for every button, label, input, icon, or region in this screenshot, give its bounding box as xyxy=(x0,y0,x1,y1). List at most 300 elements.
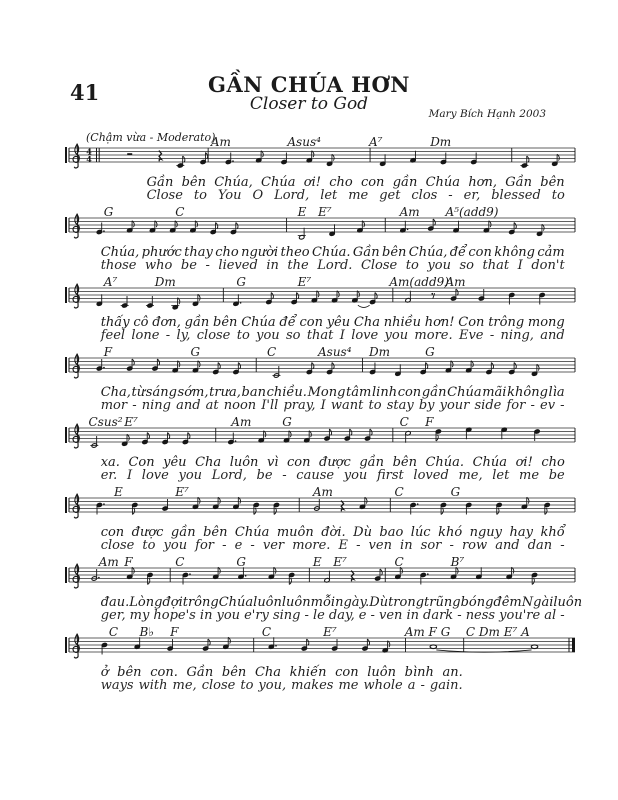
lyric-syllable: gần xyxy=(421,385,447,400)
lyric-syllable: trông xyxy=(488,315,525,330)
lyric-syllable: first xyxy=(376,468,404,483)
lyric-syllable: yêu xyxy=(163,455,187,470)
notes xyxy=(96,219,544,240)
lyric-syllable: let xyxy=(320,188,338,203)
lyric-syllable: bình xyxy=(404,665,434,680)
chord-label: E⁷ xyxy=(333,555,347,569)
lyric-syllable: muôn xyxy=(276,525,314,540)
chord-label: C xyxy=(267,345,277,359)
lyric-syllable: me xyxy=(519,468,540,483)
lyric-syllable: luôn xyxy=(281,595,311,610)
lyric-syllable: Con xyxy=(128,455,155,470)
lyric-syllable: ver xyxy=(262,538,285,553)
lyric-syllable: you xyxy=(216,608,241,623)
notes xyxy=(90,427,540,448)
lyric-syllable: lieved xyxy=(218,258,258,273)
lyric-syllable: - xyxy=(420,678,425,693)
lyric-syllable: sor xyxy=(420,538,442,553)
lyric-syllable: Dù xyxy=(353,525,372,540)
lyric-syllable: you're xyxy=(499,608,541,623)
note-head xyxy=(531,645,538,649)
lyric-syllable: bao xyxy=(379,525,404,540)
lyric-syllable: cho xyxy=(541,455,565,470)
chord-label: F xyxy=(103,345,113,359)
lyric-syllable: - xyxy=(457,608,462,623)
lyric-syllable: row xyxy=(461,538,488,553)
staff xyxy=(65,352,575,388)
lyric-syllable: let xyxy=(492,468,510,483)
lyric-syllable: you xyxy=(163,538,188,553)
chord-label: E⁷ xyxy=(124,415,138,429)
lyric-syllable: be xyxy=(180,258,197,273)
lyric-syllable: - xyxy=(489,328,495,343)
lyric-syllable: Chúa xyxy=(218,595,254,610)
lyric-syllable: con xyxy=(299,315,323,330)
lyric-syllable: those xyxy=(100,258,137,273)
lyric-syllable: đợi xyxy=(162,595,183,610)
lyric-syllable: con xyxy=(468,245,492,260)
tempo-marking: (Chậm vừa - Moderato) xyxy=(86,131,216,144)
lyrics-english xyxy=(147,188,565,203)
chord-label: F xyxy=(170,625,179,639)
chord-label: C xyxy=(261,625,272,639)
lyric-syllable: cho xyxy=(329,175,353,190)
lyric-syllable: để xyxy=(279,315,296,330)
lyric-syllable: by xyxy=(418,398,435,413)
lyric-syllable: mỗi xyxy=(310,595,336,610)
lyric-syllable: con. xyxy=(150,665,178,680)
lyric-syllable: with xyxy=(138,678,168,693)
lyric-syllable: không xyxy=(507,385,548,400)
lyric-syllable: to xyxy=(193,188,207,203)
lyric-syllable: - xyxy=(530,398,535,413)
lyric-syllable: bên xyxy=(117,665,142,680)
lyric-syllable: gần xyxy=(359,455,385,470)
lyric-syllable: hay xyxy=(509,525,533,540)
lyric-syllable: to xyxy=(368,398,382,413)
chord-label: Dm xyxy=(154,275,176,289)
lyric-syllable: be xyxy=(548,468,565,483)
chord-label: F xyxy=(425,415,434,429)
lyric-syllable: ven xyxy=(368,538,392,553)
lyric-syllable: đời. xyxy=(321,525,346,540)
lyric-syllable: stay xyxy=(386,398,414,413)
lyric-syllable: ev xyxy=(540,398,556,413)
chord-label: C xyxy=(175,555,185,569)
lyric-syllable: Gần xyxy=(146,175,174,190)
lyric-syllable: nguy xyxy=(469,525,503,540)
lyric-syllable: Ngài xyxy=(521,595,554,610)
lyrics-english xyxy=(101,538,565,553)
lyric-syllable: Con xyxy=(458,315,485,330)
lyric-syllable: be xyxy=(256,468,273,483)
chord-label: E⁷ xyxy=(323,625,337,639)
staff xyxy=(65,562,575,598)
lyric-syllable: cho xyxy=(215,245,239,260)
lyric-syllable: an. xyxy=(442,665,463,680)
lyric-syllable: er. xyxy=(100,468,118,483)
chord-label: Am xyxy=(445,275,466,289)
lyric-syllable: blessed xyxy=(491,188,541,203)
lyric-syllable: I xyxy=(517,258,523,273)
chord-label: A⁵(add9) xyxy=(445,205,499,219)
music-system-7 xyxy=(65,555,583,626)
lyric-syllable: hơn, xyxy=(468,175,498,190)
lyric-syllable: close xyxy=(196,328,231,343)
lyric-syllable: you xyxy=(384,328,409,343)
staff xyxy=(65,142,575,178)
lyric-syllable: con xyxy=(360,175,385,190)
lyric-syllable: me xyxy=(348,188,369,203)
chord-label: A⁷ xyxy=(103,275,118,289)
lyric-syllable: I xyxy=(339,328,345,343)
lyric-syllable: Lord, xyxy=(211,468,247,483)
lyric-syllable: ngày. xyxy=(335,595,370,610)
lyric-syllable: - xyxy=(222,538,227,553)
lyric-syllable: you, xyxy=(258,678,287,693)
lyrics-english xyxy=(101,398,565,413)
lyric-syllable: who xyxy=(145,258,173,273)
lyric-syllable: đau. xyxy=(100,595,130,610)
lyric-syllable: Chúa xyxy=(261,175,296,190)
lyrics-english xyxy=(101,258,565,273)
lyrics-english xyxy=(101,468,565,483)
lyric-syllable: khó xyxy=(438,525,463,540)
chord-label: E xyxy=(114,485,123,499)
lyric-syllable: lìa xyxy=(548,385,565,400)
lyric-syllable: you xyxy=(178,468,203,483)
eighth-rest-icon xyxy=(431,293,433,295)
lyric-syllable: to xyxy=(405,258,419,273)
lyric-syllable: I'll xyxy=(261,398,279,413)
chord-label: F xyxy=(124,555,133,569)
lyric-syllable: e'ry xyxy=(244,608,269,623)
lyric-syllable: bên xyxy=(221,665,247,680)
music-system-4 xyxy=(65,346,575,416)
lyric-syllable: Cha xyxy=(254,665,282,680)
lyric-syllable: the xyxy=(287,258,309,273)
lyric-syllable: ly, xyxy=(176,328,191,343)
lyric-syllable: - xyxy=(132,398,137,413)
lyric-syllable: Chúa xyxy=(241,315,276,330)
lyric-syllable: - xyxy=(205,258,210,273)
lyric-syllable: - xyxy=(448,188,453,203)
lyric-syllable: thay xyxy=(184,245,213,260)
lyric-syllable: me, xyxy=(458,468,483,483)
lyric-syllable: in xyxy=(266,258,279,273)
lyric-syllable: dark xyxy=(423,608,454,623)
lyric-syllable: so xyxy=(285,328,301,343)
lyric-syllable: Chúa, xyxy=(100,245,140,260)
lyric-syllable: in xyxy=(199,608,213,623)
lyric-syllable: linh xyxy=(372,385,398,400)
lyric-syllable: Dù xyxy=(369,595,389,610)
lyric-syllable: a xyxy=(407,678,416,693)
lyric-syllable: luôn xyxy=(367,665,396,680)
chord-label: E xyxy=(297,205,307,219)
lyric-syllable: - xyxy=(560,398,565,413)
notes xyxy=(96,289,545,310)
chord-label: Csus² xyxy=(88,415,123,429)
lyric-syllable: love xyxy=(141,468,169,483)
lyric-syllable: O xyxy=(252,188,264,203)
lyric-syllable: Cha, xyxy=(100,385,131,400)
lyric-syllable: trong xyxy=(388,595,425,610)
music-system-3 xyxy=(65,276,575,346)
lyric-syllable: - xyxy=(356,538,361,553)
lyric-syllable: day, xyxy=(328,608,355,623)
lyric-syllable: đêm xyxy=(493,595,522,610)
music-system-2 xyxy=(65,206,575,276)
lyric-syllable: ways xyxy=(100,678,134,693)
lyric-syllable: Chúa xyxy=(447,385,482,400)
lyric-syllable: at xyxy=(205,398,219,413)
lyric-syllable: dan xyxy=(527,538,553,553)
lyric-syllable: Chúa xyxy=(425,175,461,190)
chord-label: E⁷ xyxy=(318,205,332,219)
lyric-syllable: vì xyxy=(266,455,279,470)
lyric-syllable: ơi! xyxy=(515,455,533,470)
staff xyxy=(65,422,575,458)
lyric-syllable: ness xyxy=(465,608,496,623)
chord-label: B⁷ xyxy=(450,555,465,569)
lyric-syllable: cô xyxy=(133,315,149,330)
lyric-syllable: feel xyxy=(100,328,126,343)
chord-label: G xyxy=(236,555,246,569)
lyric-syllable: Lord. xyxy=(317,258,353,273)
lyric-syllable: e xyxy=(234,538,243,553)
lyric-syllable: từ xyxy=(131,385,146,400)
lyric-syllable: để xyxy=(449,245,467,260)
lyric-syllable: con xyxy=(100,525,125,540)
lyric-syllable: ning, xyxy=(500,328,534,343)
lyric-syllable: bên xyxy=(382,245,407,260)
lyric-syllable: gần xyxy=(184,315,210,330)
lyric-syllable: Chúa. xyxy=(311,245,351,260)
lyric-syllable: you xyxy=(343,468,368,483)
lyric-syllable: - xyxy=(560,538,565,553)
lyric-syllable: so xyxy=(459,258,474,273)
lyric-syllable: - xyxy=(370,608,375,623)
chord-label: G xyxy=(190,345,201,359)
music-system-1 xyxy=(65,136,575,206)
lyric-syllable: Chúa xyxy=(472,455,508,470)
lyric-syllable: Chúa. xyxy=(425,455,465,470)
lyric-syllable: and xyxy=(495,538,520,553)
lyric-syllable: hope's xyxy=(153,608,196,623)
lyric-syllable: in xyxy=(406,608,419,623)
lyric-syllable: whole xyxy=(363,678,403,693)
lyric-syllable: Chúa xyxy=(234,525,270,540)
chord-label: Dm xyxy=(369,345,390,359)
half-rest-icon xyxy=(127,153,132,155)
lyric-syllable: - xyxy=(165,328,171,343)
page-subtitle: Closer to God xyxy=(249,94,369,114)
lyric-syllable: Lord, xyxy=(274,188,310,203)
lyric-syllable: sớm, xyxy=(177,385,209,400)
chord-label: G xyxy=(103,205,114,219)
chord-label: Am F G xyxy=(404,625,451,639)
lyric-syllable: - xyxy=(282,468,287,483)
chord-label: A⁷ xyxy=(369,135,383,149)
lyric-syllable: thấy xyxy=(100,315,130,330)
lyric-syllable: - xyxy=(250,538,255,553)
chord-label: Am xyxy=(210,135,231,149)
lyric-syllable: chiều. xyxy=(266,385,307,400)
lyric-syllable: close xyxy=(100,538,135,553)
lyric-syllable: hơn! xyxy=(424,315,455,330)
lyric-syllable: không xyxy=(494,245,536,260)
chord-label: Asus⁴ xyxy=(318,345,352,359)
lyric-syllable: and xyxy=(540,328,565,343)
lyric-syllable: được xyxy=(319,455,351,470)
lyric-syllable: to xyxy=(236,328,250,343)
chord-label: Am xyxy=(231,415,252,429)
lyric-syllable: you xyxy=(256,328,280,343)
lyric-syllable: don't xyxy=(531,258,565,273)
chord-label: Am xyxy=(399,205,420,219)
lyric-syllable: bên xyxy=(181,175,206,190)
chord-label: E⁷ xyxy=(175,485,189,499)
lyric-syllable: get xyxy=(379,188,401,203)
staff xyxy=(65,212,575,248)
lyric-syllable: khổ xyxy=(540,525,565,540)
music-system-6 xyxy=(65,486,575,556)
lyric-syllable: gần xyxy=(392,175,418,190)
lyric-syllable: to xyxy=(551,188,565,203)
tie xyxy=(358,305,370,307)
lyric-syllable: trưa, xyxy=(209,385,241,400)
lyric-syllable: er, xyxy=(463,188,481,203)
lyric-syllable: Cha xyxy=(195,455,222,470)
lyric-syllable: love xyxy=(351,328,379,343)
lyric-syllable: cảm xyxy=(537,245,565,260)
lyric-syllable: Close xyxy=(146,188,183,203)
lyric-syllable: for xyxy=(195,538,215,553)
lyric-syllable: more. xyxy=(414,328,453,343)
lyric-syllable: my xyxy=(129,608,150,623)
lyric-syllable: Cha xyxy=(353,315,380,330)
lyric-syllable: - xyxy=(304,608,309,623)
lyric-syllable: your xyxy=(439,398,470,413)
chord-label: G xyxy=(425,345,435,359)
lyric-syllable: mãi xyxy=(482,385,507,400)
lyric-syllable: in xyxy=(400,538,413,553)
lyric-syllable: bên xyxy=(203,525,228,540)
lyric-syllable: xa. xyxy=(100,455,120,470)
lyric-syllable: trũng xyxy=(424,595,461,610)
lyric-syllable: to xyxy=(142,538,156,553)
chord-label: G xyxy=(236,275,246,289)
lyric-syllable: me xyxy=(338,678,359,693)
lyrics-english xyxy=(101,678,463,693)
lyric-syllable: ơi! xyxy=(303,175,321,190)
lyric-syllable: được xyxy=(131,525,164,540)
chord-label: C Dm E⁷ A xyxy=(465,625,530,639)
staff xyxy=(65,632,575,668)
chord-label: B♭ xyxy=(139,625,154,639)
lyric-syllable: ban xyxy=(241,385,266,400)
lyric-syllable: me, xyxy=(172,678,197,693)
staff xyxy=(65,282,575,318)
music-system-5 xyxy=(65,416,575,486)
quarter-rest-icon xyxy=(159,151,162,162)
lyric-syllable: I xyxy=(320,398,326,413)
lyric-syllable: you xyxy=(427,258,451,273)
lyric-syllable: E xyxy=(338,538,348,553)
lyric-syllable: luôn xyxy=(253,595,282,610)
lyric-syllable: pray, xyxy=(283,398,316,413)
lyric-syllable: I xyxy=(126,468,133,483)
lyric-syllable: theo xyxy=(280,245,310,260)
lyric-syllable: Eve xyxy=(458,328,484,343)
lyric-syllable: Gần xyxy=(505,175,533,190)
lyric-syllable: lone xyxy=(131,328,160,343)
chord-label: G xyxy=(450,485,461,499)
lyric-syllable: bên xyxy=(213,315,238,330)
lyric-syllable: con xyxy=(335,665,359,680)
lyric-syllable: makes xyxy=(291,678,334,693)
chord-label: E⁷ xyxy=(297,275,312,289)
lyric-syllable: noon xyxy=(223,398,257,413)
lyric-syllable: for xyxy=(506,398,526,413)
chord-label: Dm xyxy=(430,135,452,149)
lyric-syllable: mong xyxy=(527,315,565,330)
lyric-syllable: Close xyxy=(360,258,398,273)
time-signature-bottom: 4 xyxy=(86,153,92,164)
composer-credit: Mary Bích Hạnh 2003 xyxy=(428,108,546,120)
quarter-rest-icon xyxy=(341,501,344,512)
lyric-syllable: khiến xyxy=(289,665,327,680)
lyric-syllable: yêu xyxy=(326,315,351,330)
chord-label: C xyxy=(394,485,404,499)
lyric-syllable: Chúa, xyxy=(408,245,448,260)
lyric-syllable: You xyxy=(217,188,242,203)
notes xyxy=(127,151,559,168)
lyric-syllable: nhiều xyxy=(383,315,421,330)
lyric-syllable: lúc xyxy=(410,525,431,540)
chord-label: G xyxy=(282,415,292,429)
lyric-syllable: người xyxy=(241,245,279,260)
time-signature-top: 4 xyxy=(86,146,92,157)
lyric-syllable: cause xyxy=(296,468,335,483)
lyric-syllable: close xyxy=(201,678,236,693)
lyric-syllable: luôn xyxy=(229,455,259,470)
chord-label: C xyxy=(399,415,409,429)
lyric-syllable: bên xyxy=(392,455,417,470)
lyric-syllable: want xyxy=(330,398,364,413)
lyric-syllable: bên xyxy=(540,175,565,190)
music-system-8 xyxy=(65,626,575,696)
lyric-syllable: and xyxy=(176,398,201,413)
chord-label: C xyxy=(175,205,185,219)
chord-label: Am xyxy=(98,555,119,569)
lyric-syllable: loved xyxy=(413,468,449,483)
lyric-syllable: Gần xyxy=(352,245,380,260)
lyric-syllable: ning xyxy=(141,398,171,413)
chord-label: E xyxy=(312,555,322,569)
chord-label: Am(add9) xyxy=(389,275,449,289)
lyric-syllable: - xyxy=(449,538,454,553)
chord-label: Asus⁴ xyxy=(287,135,321,149)
lyric-syllable: side xyxy=(474,398,502,413)
lyric-syllable: đơn, xyxy=(152,315,181,330)
lyric-syllable: gần xyxy=(170,525,196,540)
final-barline-thick xyxy=(572,638,575,652)
song-number: 41 xyxy=(70,80,100,105)
lyric-syllable: bóng xyxy=(460,595,494,610)
chord-label: C xyxy=(108,625,119,639)
